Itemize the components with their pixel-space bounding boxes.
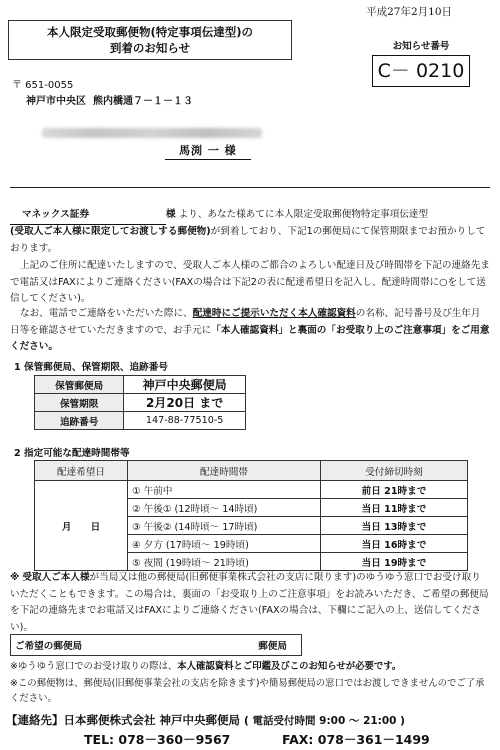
contact-tel[interactable]: TEL: 078－360－9567 [84,732,231,747]
issue-date: 平成27年2月10日 [366,6,452,18]
deadline-cell: 当日 13時まで [321,517,468,535]
time-slot-cell[interactable]: ② 午後① (12時頃～ 14時頃) [128,499,321,517]
contact-line [6,712,405,728]
table-row [35,412,246,430]
contact-hours: ( 電話受付時間 9:00 ～ 21:00 ) [244,715,405,727]
time-slot-cell[interactable]: ⑤ 夜間 (19時頃～ 21時頃) [128,553,321,571]
deadline-cell: 当日 11時まで [321,499,468,517]
delivery-time-table [34,460,468,571]
addressee-name: 馬渕 一 様 [165,141,251,160]
contact-label: 【連絡先】 [6,713,64,727]
table-row [11,635,302,656]
divider-line [10,187,490,188]
sender-line [10,207,490,225]
table-label: 保管郵便局 [35,376,124,394]
notice-number-value: C－ 0210 [372,55,470,87]
body-p1-bold: (受取人ご本人様に限定してお渡しする郵便物) [10,226,211,237]
body-p3-bold-a: 配達時にご提示いただく本人確認資料 [192,308,356,319]
table-header-row [35,461,468,481]
body-paragraph-1 [10,224,490,257]
preferred-office-field [10,634,302,656]
address-ward: 神戸市中央区 [26,96,86,107]
footnote-1 [10,659,490,676]
body-p3-bold-b: 「本人確認資料」と裏面の「お受取り上のご注意事項」をご用意ください。 [10,324,490,352]
time-slot-cell[interactable]: ① 午前中 [128,481,321,499]
redacted-text-block [42,128,262,138]
notice-number-label: お知らせ番号 [392,41,450,52]
contact-company: 日本郵便株式会社 神戸中央郵便局 [63,713,241,727]
note-mark: ※ [10,572,20,583]
body-paragraph-3 [10,306,490,356]
preferred-office-label: ご希望の郵便局 [11,635,116,656]
contact-fax[interactable]: FAX: 078－361－1499 [282,732,430,747]
delivery-date-cell[interactable]: 月 日 [35,481,128,571]
notice-title-box [8,20,292,60]
section1-heading: 1 保管郵便局、保管期限、追跡番号 [14,362,168,373]
preferred-office-suffix: 郵便局 [258,641,287,652]
column-header: 受付締切時刻 [321,461,468,481]
note-text: が当局又は他の郵便局(旧郵便事業株式会社の支店に限ります)のゆうゆう窓口でお受け取りいただくこともできます。この場合は、裏面の「お受取り上のご注意事項」をお読みいただき、ご希望の郵便局を下記の連絡先までお電話又はFAXによりご連絡ください(FAXの場合は、下欄にご記入の上、送信してください)。 [10,572,489,633]
footnote1-bold: 本人確認資料とご印鑑及びこのお知らせが必要です。 [177,661,402,672]
sender-suffix: 様 [166,209,176,220]
footnote1-text: ※ゆうゆう窓口でのお受け取りの際は、 [10,661,178,672]
body-paragraph-2: 上記のご住所に配達いたしますので、受取人ご本人様のご都合のよろしい配達日及び時間帯を下記の連絡先まで電話又はFAXによりご連絡ください(FAXの場合は下記2の表に配達希望日を記入し、配達時間帯に○をして送信してください)。 [10,260,490,304]
deadline-cell: 当日 16時まで [321,535,468,553]
time-slot-cell[interactable]: ③ 午後② (14時頃～ 17時頃) [128,517,321,535]
notice-title-line2: 到着のお知らせ [109,41,191,55]
table-label: 保管期限 [35,394,124,412]
table-value: 147-88-77510-5 [124,412,246,430]
body-p3-a: なお、電話でご連絡をいただいた際に、 [20,308,193,319]
note-bold: 受取人ご本人様 [22,572,90,583]
table-row [35,481,468,499]
table-row [35,376,246,394]
footnote-2: ※この郵便物は、郵便局(旧郵便事業会社の支店を除きます)や簡易郵便局の窓口ではお渡しできませんのでご了承ください。 [10,678,485,704]
notice-title-line1: 本人限定受取郵便物(特定事項伝達型)の [46,25,253,39]
section2-heading: 2 指定可能な配達時間帯等 [14,448,130,459]
deadline-cell: 当日 19時まで [321,553,468,571]
address-street: 熊内橋通７－１－１３ [92,96,193,107]
address-line [26,92,193,107]
window-pickup-note [10,570,490,636]
table-value: 神戸中央郵便局 [124,376,246,394]
table-label: 追跡番号 [35,412,124,430]
storage-info-table [34,375,246,430]
deadline-cell: 前日 21時まで [321,481,468,499]
time-slot-cell[interactable]: ④ 夕方 (17時頃～ 19時頃) [128,535,321,553]
column-header: 配達時間帯 [128,461,321,481]
sender-name: マネックス証券 [10,207,166,225]
table-value: 2月20日 まで [124,394,246,412]
table-row [35,394,246,412]
body-p1-rest: が到着しており、下記1の郵便局にて保管期限までお預かりしております。 [10,226,486,254]
preferred-office-input[interactable] [115,635,302,656]
column-header: 配達希望日 [35,461,128,481]
body-p3-b: の名称、記号番号及び生年月日等を確認させていただきますので、お手元に [10,308,481,336]
postal-code: 〒 651-0055 [12,80,74,91]
sender-rest: より、あなた様あてに本人限定受取郵便物特定事項伝達型 [178,209,429,220]
